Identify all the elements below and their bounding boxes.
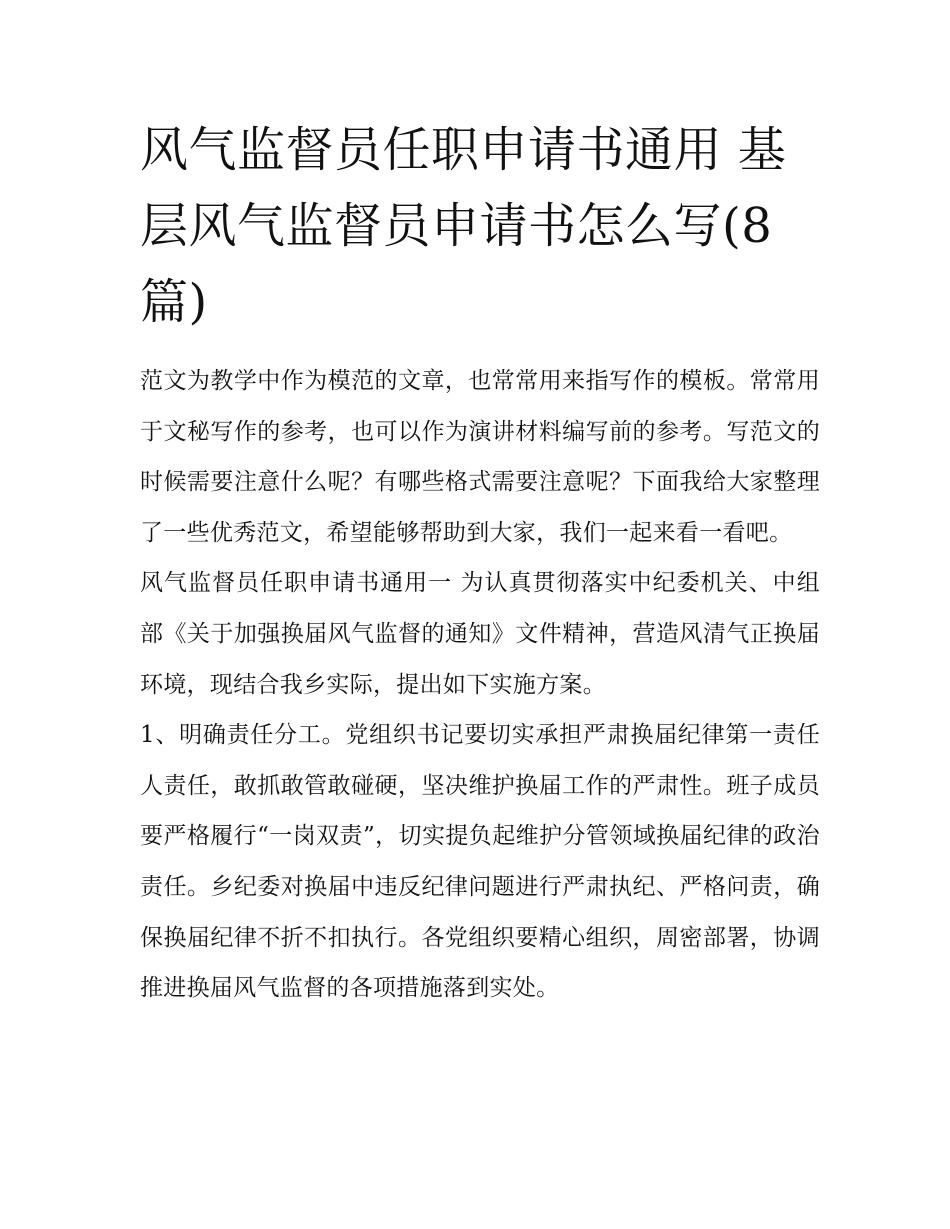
section-one-paragraph: 风气监督员任职申请书通用一 为认真贯彻落实中纪委机关、中组部《关于加强换届风气监督的通知》文件精神，营造风清气正换届环境，现结合我乡实际，提出如下实施方案。 — [140, 570, 820, 698]
responsibility-paragraph: 1、明确责任分工。党组织书记要切实承担严肃换届纪律第一责任人责任，敢抓敢管敢碰硬，坚决维护换届工作的严肃性。班子成员要严格履行“一岗双责”，切实提负起维护分管领域换届纪律的政治责任。乡纪委对换届中违反纪律问题进行严肃执纪、严格问责，确保换届纪律不折不扣执行。各党组织要精心组织，周密部署，协调推进换届风气监督的各项措施落到实处。 — [140, 722, 820, 1002]
document-title: 风气监督员任职申请书通用 基层风气监督员申请书怎么写(8篇) — [140, 122, 787, 330]
document-body — [140, 112, 820, 1014]
intro-paragraph: 范文为教学中作为模范的文章，也常常用来指写作的模板。常常用于文秘写作的参考，也可以作为演讲材料编写前的参考。写范文的时候需要注意什么呢？有哪些格式需要注意呢？下面我给大家整理了一些优秀范文，希望能够帮助到大家，我们一起来看一看吧。 — [140, 368, 820, 546]
